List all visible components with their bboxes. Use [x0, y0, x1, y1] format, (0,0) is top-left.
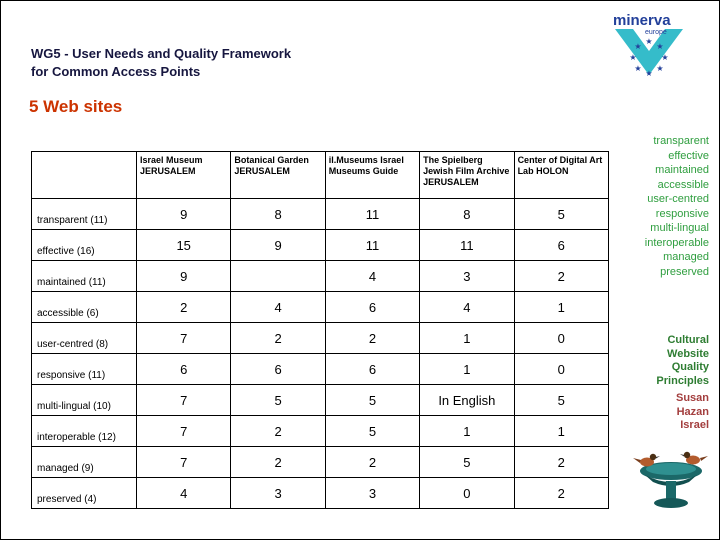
principle-item: interoperable	[644, 236, 709, 249]
principle-item: maintained	[655, 164, 709, 176]
cell-value: 5	[514, 199, 608, 230]
cell-value: In English	[420, 385, 514, 416]
quality-principles-caption	[656, 334, 709, 388]
cell-value: 5	[325, 416, 419, 447]
principle-item: accessible	[657, 178, 709, 191]
table-row	[32, 385, 609, 416]
cell-value: 9	[137, 199, 231, 230]
cell-value: 11	[325, 199, 419, 230]
slide-title	[31, 45, 291, 80]
cell-value: 15	[137, 230, 231, 261]
column-header: The Spielberg Jewish Film Archive JERUSALEM	[420, 152, 514, 199]
row-label: transparent (11)	[32, 199, 137, 230]
caption-line: Principles	[656, 374, 709, 387]
table-row	[32, 199, 609, 230]
principle-item: responsive	[655, 207, 709, 220]
column-header: Israel Museum JERUSALEM	[137, 152, 231, 199]
column-header: Center of Digital Art Lab HOLON	[514, 152, 608, 199]
cell-value: 7	[137, 323, 231, 354]
cell-value: 2	[231, 323, 325, 354]
svg-text:★: ★	[634, 42, 642, 51]
cell-value: 2	[514, 478, 608, 509]
svg-text:★: ★	[645, 69, 653, 78]
row-label: responsive (11)	[32, 354, 137, 385]
author-credit	[676, 392, 709, 433]
cell-value: 2	[231, 416, 325, 447]
cell-value: 3	[420, 261, 514, 292]
svg-text:★: ★	[656, 42, 664, 51]
minerva-logo	[605, 11, 693, 79]
header-row	[32, 152, 609, 199]
title-line-1: WG5 - User Needs and Quality Framework	[31, 46, 292, 61]
cell-value: 6	[325, 292, 419, 323]
cell-value: 3	[325, 478, 419, 509]
cell-value: 9	[231, 230, 325, 261]
row-label: preserved (4)	[32, 478, 137, 509]
row-label: multi-lingual (10)	[32, 385, 137, 416]
minerva-logo-graphic	[605, 11, 693, 79]
cell-value: 2	[514, 261, 608, 292]
row-label: user-centred (8)	[32, 323, 137, 354]
cell-value: 7	[137, 385, 231, 416]
birdbath-image	[627, 435, 715, 517]
principle-item: transparent	[653, 135, 709, 147]
cell-value: 7	[137, 447, 231, 478]
table-row	[32, 416, 609, 447]
title-line-2: for Common Access Points	[31, 63, 201, 79]
cell-value: 3	[231, 478, 325, 509]
cell-value: 0	[514, 354, 608, 385]
principles-list	[645, 134, 709, 279]
cell-value: 0	[514, 323, 608, 354]
column-header: il.Museums Israel Museums Guide	[325, 152, 419, 199]
cell-value: 0	[420, 478, 514, 509]
cell-value: 8	[420, 199, 514, 230]
principle-item: user-centred	[647, 193, 709, 205]
logo-text: minerva	[613, 12, 671, 29]
svg-text:★: ★	[634, 64, 642, 73]
cell-value: 4	[420, 292, 514, 323]
svg-text:★: ★	[629, 53, 637, 62]
principle-item: managed	[663, 251, 709, 263]
row-label: effective (16)	[32, 230, 137, 261]
credit-line: Hazan	[676, 405, 709, 418]
cell-value: 8	[231, 199, 325, 230]
table-row	[32, 447, 609, 478]
cell-value: 11	[420, 230, 514, 261]
cell-value: 1	[420, 416, 514, 447]
caption-line: Cultural	[667, 334, 709, 346]
cell-value: 1	[420, 323, 514, 354]
column-header: Botanical Garden JERUSALEM	[231, 152, 325, 199]
cell-value: 1	[514, 292, 608, 323]
cell-value: 11	[325, 230, 419, 261]
cell-value: 5	[325, 385, 419, 416]
websites-table	[31, 151, 609, 509]
svg-text:★: ★	[645, 37, 653, 46]
table-row	[32, 354, 609, 385]
birdbath-photo	[627, 435, 715, 517]
caption-line: Quality	[671, 361, 709, 373]
caption-line: Website	[667, 347, 709, 360]
cell-value: 2	[137, 292, 231, 323]
table-row	[32, 323, 609, 354]
cell-value: 5	[231, 385, 325, 416]
cell-value: 2	[325, 323, 419, 354]
principle-item: preserved	[660, 265, 709, 278]
cell-value: 5	[514, 385, 608, 416]
bird-right-icon	[680, 452, 708, 465]
row-label: accessible (6)	[32, 292, 137, 323]
cell-value: 4	[231, 292, 325, 323]
svg-text:★: ★	[656, 64, 664, 73]
cell-value: 6	[325, 354, 419, 385]
table-row	[32, 292, 609, 323]
cell-value: 1	[420, 354, 514, 385]
credit-line: Israel	[680, 419, 709, 431]
websites-table-container	[31, 151, 609, 509]
cell-value: 1	[514, 416, 608, 447]
cell-value	[231, 261, 325, 292]
cell-value: 9	[137, 261, 231, 292]
cell-value: 2	[325, 447, 419, 478]
cell-value: 4	[325, 261, 419, 292]
credit-line: Susan	[675, 392, 709, 404]
corner-cell	[32, 152, 137, 199]
table-row	[32, 230, 609, 261]
table-row	[32, 478, 609, 509]
table-row	[32, 261, 609, 292]
principle-item: multi-lingual	[650, 222, 709, 234]
row-label: managed (9)	[32, 447, 137, 478]
cell-value: 5	[420, 447, 514, 478]
cell-value: 4	[137, 478, 231, 509]
logo-subtext: europe	[645, 29, 667, 36]
cell-value: 7	[137, 416, 231, 447]
cell-value: 6	[231, 354, 325, 385]
cell-value: 6	[137, 354, 231, 385]
row-label: interoperable (12)	[32, 416, 137, 447]
cell-value: 2	[514, 447, 608, 478]
section-heading: 5 Web sites	[29, 97, 123, 116]
row-label: maintained (11)	[32, 261, 137, 292]
principle-item: effective	[668, 149, 709, 162]
cell-value: 6	[514, 230, 608, 261]
svg-text:★: ★	[661, 53, 669, 62]
cell-value: 2	[231, 447, 325, 478]
